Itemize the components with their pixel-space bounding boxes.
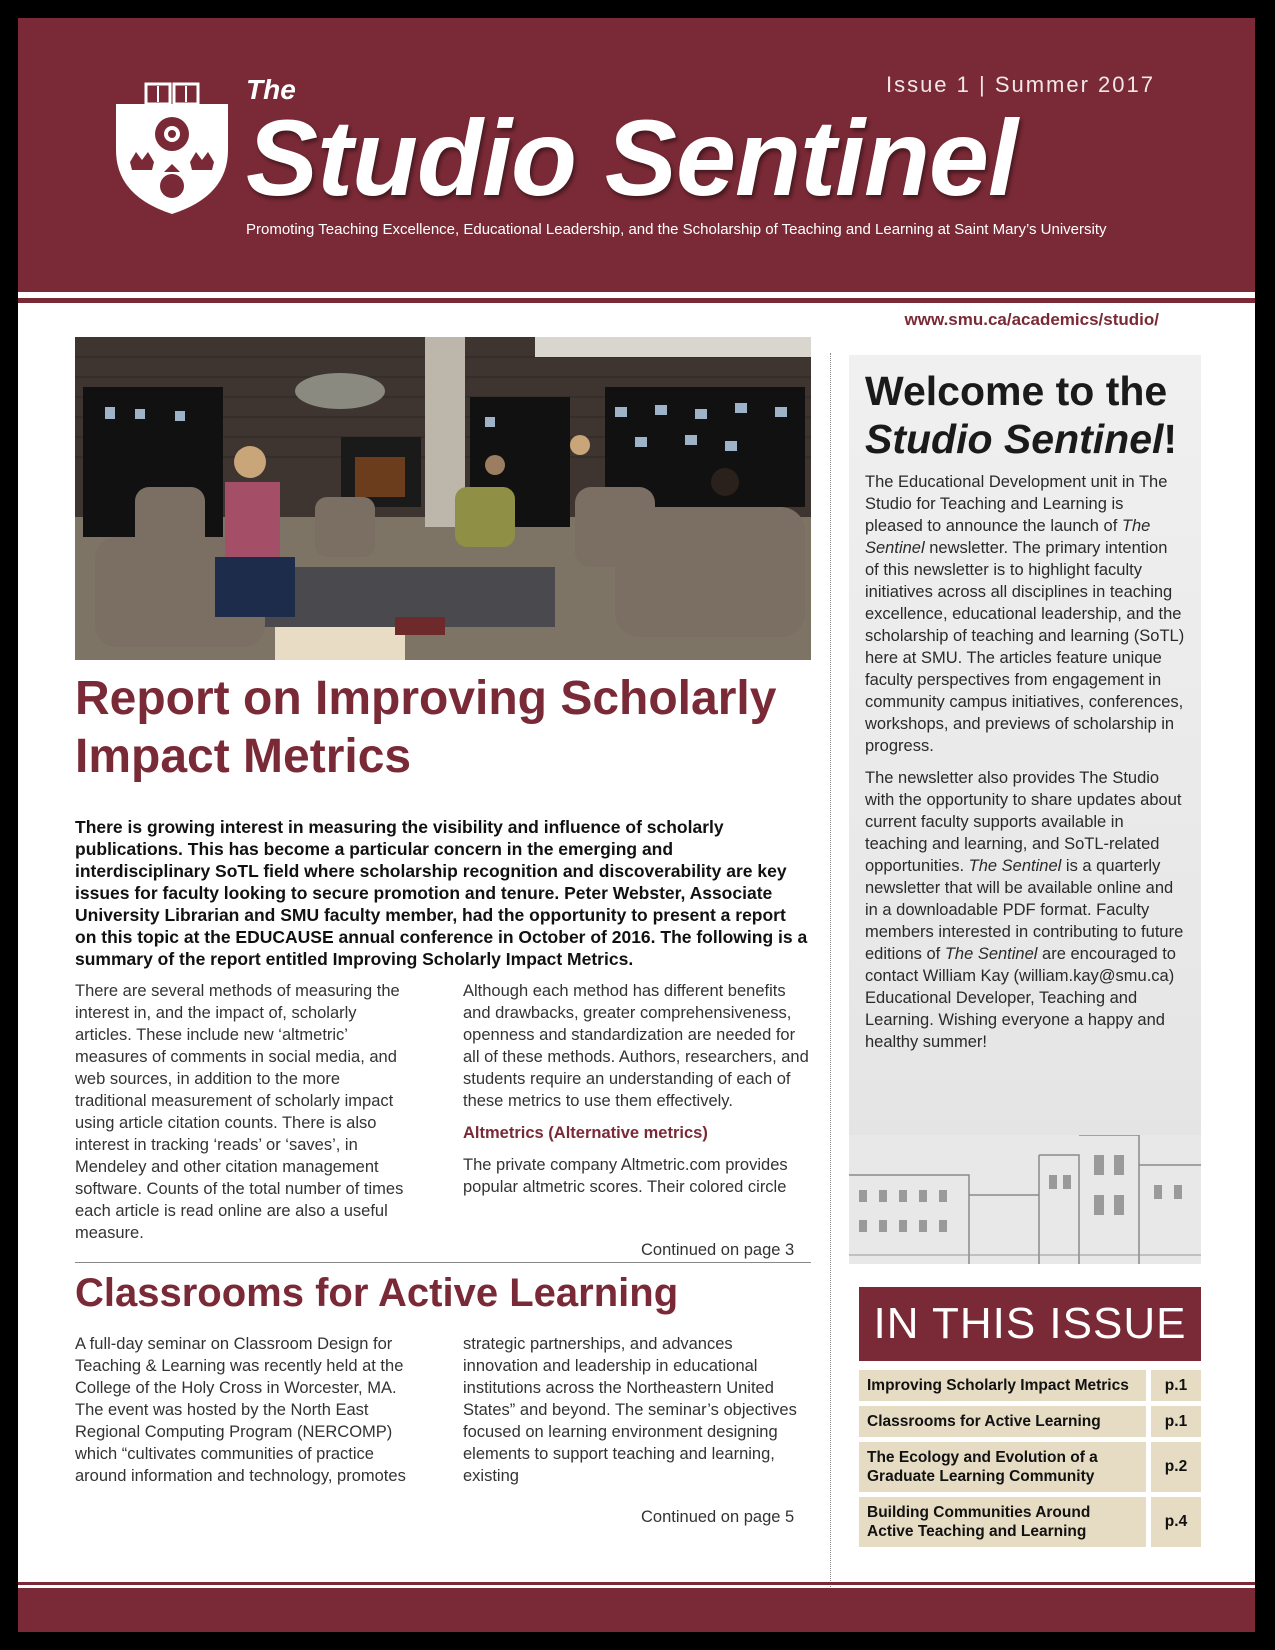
masthead-tagline: Promoting Teaching Excellence, Educational Leadership, and the Scholarship of Teaching and Learning at Saint Mary’s University xyxy=(246,221,1107,238)
article2-continued: Continued on page 5 xyxy=(641,1508,795,1526)
article2-column-1 xyxy=(75,1333,415,1497)
welcome-line-2 xyxy=(865,415,1195,463)
toc-item-page: p.4 xyxy=(1151,1497,1201,1547)
toc-item-title: Improving Scholarly Impact Metrics xyxy=(859,1370,1146,1401)
column-divider xyxy=(830,353,831,1593)
table-of-contents xyxy=(859,1370,1201,1552)
website-link[interactable]: www.smu.ca/academics/studio/ xyxy=(904,310,1159,329)
welcome-paragraph-2: The newsletter also provides The Studio with the opportunity to share updates about current faculty supports available in teaching and learning, and SoTL-related opportunities. The Sentinel is a quarterly newsletter that will be available online and in a downloadable PDF format. Faculty members interested in contributing to future editions of The Sentinel are encouraged to contact William Kay (william.kay@smu.ca) Educational Developer, Teaching and Learning. Wishing everyone a happy and healthy summer! xyxy=(865,769,1184,1051)
welcome-heading xyxy=(865,367,1195,463)
toc-item-page: p.1 xyxy=(1151,1370,1201,1401)
article2-col1-text: A full-day seminar on Classroom Design for Teaching & Learning was recently held at the College of the Holy Cross in Worcester, MA. The event was hosted by the North East Regional Computing Program (NERCOMP) which “cultivates communities of practice around information and technology, promotes xyxy=(75,1335,406,1485)
toc-item[interactable] xyxy=(859,1497,1201,1547)
footer-band xyxy=(18,1588,1255,1632)
article1-lead: There is growing interest in measuring the visibility and influence of scholarly publications. This has become a particular concern in the emerging and interdisciplinary SoTL field where scholarship recognition and discoverability are key issues for faculty looking to secure promotion and tenure. Peter Webster, Associate University Librarian and SMU faculty member, had the opportunity to present a report on this topic at the EDUCAUSE annual conference in October of 2016. The following is a summary of the report entitled Improving Scholarly Impact Metrics. xyxy=(75,817,808,969)
article1-col2b-text: The private company Altmetric.com provides popular altmetric scores. Their colored circle xyxy=(463,1156,788,1196)
masthead-the: The xyxy=(246,74,296,105)
welcome-title-italic: Studio Sentinel xyxy=(865,416,1164,462)
toc-item[interactable] xyxy=(859,1442,1201,1492)
welcome-paragraph-1: The Educational Development unit in The Studio for Teaching and Learning is pleased to announce the launch of The Sentinel newsletter. The primary intention of this newsletter is to highlight faculty initiatives across all disciplines in teaching excellence, educational leadership, and the scholarship of teaching and learning (SoTL) here at SMU. The articles feature unique faculty perspectives from engagement in community campus initiatives, conferences, workshops, and previews of scholarship in progress. xyxy=(865,473,1185,755)
masthead-banner xyxy=(18,18,1255,292)
article1-column-2 xyxy=(463,980,813,1208)
issue-label: Issue 1 | Summer 2017 xyxy=(885,72,1155,97)
masthead-title: Studio Sentinel xyxy=(246,97,1018,218)
article1-title: Report on Improving Scholarly Impact Metrics xyxy=(75,672,777,783)
toc-item-title: The Ecology and Evolution of a Graduate Learning Community xyxy=(859,1442,1146,1492)
toc-item[interactable] xyxy=(859,1370,1201,1401)
toc-item[interactable] xyxy=(859,1406,1201,1437)
article2-title: Classrooms for Active Learning xyxy=(75,1271,679,1315)
in-this-issue-heading: IN THIS ISSUE xyxy=(859,1287,1201,1361)
article2-column-2 xyxy=(463,1333,803,1497)
article1-column-1 xyxy=(75,980,415,1254)
welcome-body xyxy=(865,471,1185,1063)
article1-continued: Continued on page 3 xyxy=(641,1241,795,1259)
article1-col2-text: Although each method has different benefits and drawbacks, greater comprehensiveness, openness and standardization are needed for all of these methods. Authors, researchers, and students require an understanding of each of these metrics to use them effectively. xyxy=(463,982,809,1110)
toc-item-title: Building Communities Around Active Teaching and Learning xyxy=(859,1497,1146,1547)
toc-item-title: Classrooms for Active Learning xyxy=(859,1406,1146,1437)
footer-rule xyxy=(18,1582,1255,1585)
article1-col1-text: There are several methods of measuring the interest in, and the impact of, scholarly articles. These include new ‘altmetric’ measures of comments in social media, and web sources, in addition to the more traditional measurement of scholarly impact using article citation counts. There is also interest in tracking ‘reads’ or ‘saves’, in Mendeley and other citation management software. Counts of the total number of times each article is read online are also a useful measure. xyxy=(75,982,404,1242)
welcome-line-1: Welcome to the xyxy=(865,368,1168,414)
toc-item-page: p.2 xyxy=(1151,1442,1201,1492)
article2-col2-text: strategic partnerships, and advances innovation and leadership in educational institutions across the Northeastern United States” and beyond. The seminar’s objectives focused on learning environment designing elements to support teaching and learning, existing xyxy=(463,1335,797,1485)
university-crest-icon xyxy=(110,80,234,216)
welcome-sidebar xyxy=(849,355,1201,1264)
altmetrics-subhead: Altmetrics (Alternative metrics) xyxy=(463,1124,708,1142)
welcome-bang: ! xyxy=(1163,416,1178,462)
article-divider xyxy=(75,1262,811,1263)
toc-item-page: p.1 xyxy=(1151,1406,1201,1437)
newsletter-page xyxy=(18,18,1255,1632)
library-lounge-photo xyxy=(75,337,811,660)
header-divider xyxy=(18,298,1255,303)
university-building-sketch xyxy=(849,1135,1201,1264)
